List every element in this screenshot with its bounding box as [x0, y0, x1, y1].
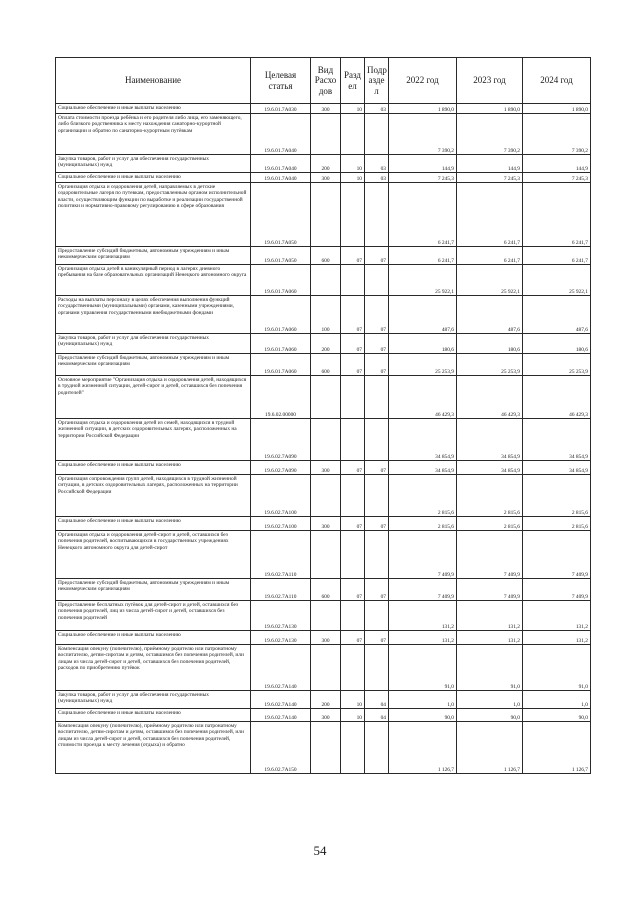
row-value-2024: 487,6	[523, 296, 591, 334]
row-expense-type	[311, 183, 341, 247]
row-section: 07	[341, 296, 365, 334]
row-value-2023: 25 922,1	[457, 265, 523, 296]
row-value-2024: 131,2	[523, 631, 591, 645]
header-target-article: Целевая статья	[251, 58, 311, 104]
row-value-2023: 90,0	[457, 709, 523, 722]
row-name: Социальное обеспечение и иные выплаты населению	[56, 173, 251, 183]
row-target-article: 19.6.02.7А130	[251, 631, 311, 645]
row-value-2022: 487,6	[389, 296, 457, 334]
row-value-2024: 1 890,0	[523, 104, 591, 114]
row-name: Основное мероприятие "Организация отдыха и оздоровления детей, находящихся в трудной жизненной ситуации, детей-сирот и детей, оставшихся без попечения родителей"	[56, 376, 251, 419]
row-name: Расходы на выплаты персоналу в целях обеспечения выполнения функций государственными (муниципальными) органами, казенными учреждениями, органами управления государственными внебюджетными фондами	[56, 296, 251, 334]
row-target-article: 19.6.01.7А040	[251, 114, 311, 155]
row-value-2022: 25 922,1	[389, 265, 457, 296]
row-value-2022: 25 253,9	[389, 354, 457, 376]
row-value-2022: 2 815,6	[389, 517, 457, 531]
row-target-article: 19.6.01.7А060	[251, 334, 311, 354]
row-expense-type: 200	[311, 155, 341, 173]
row-section: 07	[341, 334, 365, 354]
row-section: 10	[341, 691, 365, 709]
row-expense-type: 200	[311, 334, 341, 354]
row-section	[341, 183, 365, 247]
row-section	[341, 645, 365, 691]
row-expense-type	[311, 114, 341, 155]
row-target-article: 19.6.02.7А110	[251, 531, 311, 579]
row-subsection: 07	[365, 296, 389, 334]
row-target-article: 19.6.01.7А060	[251, 354, 311, 376]
row-subsection: 07	[365, 354, 389, 376]
row-value-2022: 46 429,3	[389, 376, 457, 419]
row-value-2024: 144,9	[523, 155, 591, 173]
header-section: Разд ел	[341, 58, 365, 104]
row-value-2024: 131,2	[523, 601, 591, 631]
row-target-article: 19.6.01.7А060	[251, 265, 311, 296]
row-target-article: 19.6.02.7А130	[251, 601, 311, 631]
table-row	[56, 709, 591, 722]
row-name: Организация отдыха и оздоровления детей-сирот и детей, оставшихся без попечения родителей, воспитывающихся в государственных учреждениях Ненецкого автономного округа для детей-сирот	[56, 531, 251, 579]
row-value-2024: 7 409,9	[523, 579, 591, 601]
row-value-2022: 90,0	[389, 709, 457, 722]
row-subsection	[365, 645, 389, 691]
row-value-2023: 180,6	[457, 334, 523, 354]
row-expense-type: 300	[311, 631, 341, 645]
row-expense-type	[311, 601, 341, 631]
row-expense-type	[311, 645, 341, 691]
row-subsection	[365, 265, 389, 296]
row-expense-type: 600	[311, 354, 341, 376]
row-value-2023: 6 241,7	[457, 183, 523, 247]
row-subsection: 04	[365, 691, 389, 709]
table-row	[56, 334, 591, 354]
row-value-2022: 7 390,2	[389, 114, 457, 155]
row-value-2022: 131,2	[389, 601, 457, 631]
row-target-article: 19.6.02.7А150	[251, 722, 311, 774]
row-name: Социальное обеспечение и иные выплаты населению	[56, 104, 251, 114]
header-name: Наименование	[56, 58, 251, 104]
row-subsection: 04	[365, 709, 389, 722]
header-year-2024: 2024 год	[523, 58, 591, 104]
table-row	[56, 173, 591, 183]
row-name: Организация отдыха и оздоровления детей из семей, находящихся в трудной жизненной ситуации, в детских оздоровительных лагерях, расположенных на территории Российской Федерации	[56, 419, 251, 461]
row-value-2023: 7 245,3	[457, 173, 523, 183]
row-section	[341, 114, 365, 155]
row-section: 07	[341, 247, 365, 265]
row-subsection: 07	[365, 579, 389, 601]
table-row	[56, 183, 591, 247]
row-name: Предоставление субсидий бюджетным, автономным учреждениям и иным некоммерческим организациям	[56, 354, 251, 376]
row-value-2024: 7 409,9	[523, 531, 591, 579]
row-expense-type: 600	[311, 579, 341, 601]
row-target-article: 19.6.01.7А040	[251, 155, 311, 173]
table-row	[56, 691, 591, 709]
row-value-2023: 91,0	[457, 645, 523, 691]
row-value-2022: 34 854,9	[389, 419, 457, 461]
row-section	[341, 376, 365, 419]
row-subsection	[365, 419, 389, 461]
row-subsection	[365, 601, 389, 631]
row-value-2022: 6 241,7	[389, 247, 457, 265]
row-value-2023: 6 241,7	[457, 247, 523, 265]
row-name: Оплата стоимости проезда ребёнка и его родителя либо лица, его заменяющего, либо близкого родственника к месту нахождения санаторно-курортной организации и обратно по санаторно-курортным путёвкам	[56, 114, 251, 155]
table-row	[56, 247, 591, 265]
row-section: 07	[341, 631, 365, 645]
row-section: 10	[341, 709, 365, 722]
table-row	[56, 419, 591, 461]
row-name: Предоставление бесплатных путёвок для детей-сирот и детей, оставшихся без попечения родителей, лиц из числа детей-сирот и детей, оставшихся без попечения родителей	[56, 601, 251, 631]
row-subsection: 07	[365, 247, 389, 265]
row-value-2024: 2 815,6	[523, 517, 591, 531]
budget-table	[55, 57, 591, 774]
table-row	[56, 631, 591, 645]
row-value-2024: 91,0	[523, 645, 591, 691]
row-value-2024: 25 253,9	[523, 354, 591, 376]
row-target-article: 19.6.02.7А140	[251, 709, 311, 722]
row-target-article: 19.6.02.7А110	[251, 579, 311, 601]
table-row	[56, 601, 591, 631]
table-row	[56, 461, 591, 475]
row-subsection: 07	[365, 631, 389, 645]
row-value-2022: 1 890,0	[389, 104, 457, 114]
row-value-2023: 25 253,9	[457, 354, 523, 376]
row-value-2024: 34 854,9	[523, 461, 591, 475]
header-subsection: Подр азде л	[365, 58, 389, 104]
table-row	[56, 376, 591, 419]
row-section	[341, 601, 365, 631]
row-subsection: 07	[365, 334, 389, 354]
row-section	[341, 722, 365, 774]
row-subsection	[365, 183, 389, 247]
row-subsection	[365, 722, 389, 774]
row-value-2023: 34 854,9	[457, 461, 523, 475]
row-value-2024: 1 126,7	[523, 722, 591, 774]
header-year-2023: 2023 год	[457, 58, 523, 104]
row-expense-type	[311, 475, 341, 517]
row-name: Закупка товаров, работ и услуг для обеспечения государственных (муниципальных) нужд	[56, 334, 251, 354]
row-expense-type: 300	[311, 461, 341, 475]
table-row	[56, 296, 591, 334]
row-value-2024: 180,6	[523, 334, 591, 354]
row-target-article: 19.6.02.7А100	[251, 475, 311, 517]
row-value-2022: 2 815,6	[389, 475, 457, 517]
table-row	[56, 104, 591, 114]
row-expense-type	[311, 376, 341, 419]
header-expense-type: Вид Расхо дов	[311, 58, 341, 104]
row-section	[341, 475, 365, 517]
row-name: Организация отдыха детей в каникулярный период в лагерях дневного пребывания на базе образовательных организаций Ненецкого автономного округа	[56, 265, 251, 296]
row-value-2023: 1,0	[457, 691, 523, 709]
table-header-row	[56, 58, 591, 104]
row-target-article: 19.6.01.7А050	[251, 247, 311, 265]
table-row	[56, 354, 591, 376]
row-value-2023: 7 409,9	[457, 579, 523, 601]
row-expense-type	[311, 722, 341, 774]
row-section	[341, 265, 365, 296]
row-value-2024: 7 245,3	[523, 173, 591, 183]
row-section: 07	[341, 579, 365, 601]
row-value-2022: 91,0	[389, 645, 457, 691]
table-row	[56, 722, 591, 774]
row-value-2022: 7 409,9	[389, 531, 457, 579]
row-expense-type: 300	[311, 173, 341, 183]
row-name: Социальное обеспечение и иные выплаты населению	[56, 709, 251, 722]
table-row	[56, 155, 591, 173]
page-number: 54	[313, 843, 327, 858]
row-subsection	[365, 531, 389, 579]
row-value-2022: 131,2	[389, 631, 457, 645]
row-subsection: 03	[365, 104, 389, 114]
row-value-2024: 25 922,1	[523, 265, 591, 296]
row-value-2023: 131,2	[457, 631, 523, 645]
row-value-2022: 34 854,9	[389, 461, 457, 475]
row-value-2024: 90,0	[523, 709, 591, 722]
row-name: Закупка товаров, работ и услуг для обеспечения государственных (муниципальных) нужд	[56, 155, 251, 173]
row-expense-type: 300	[311, 517, 341, 531]
row-value-2024: 46 429,3	[523, 376, 591, 419]
row-expense-type	[311, 531, 341, 579]
row-target-article: 19.6.02.7А140	[251, 645, 311, 691]
budget-table-container	[55, 57, 590, 774]
row-subsection: 07	[365, 461, 389, 475]
row-section: 07	[341, 517, 365, 531]
row-section: 10	[341, 173, 365, 183]
row-value-2023: 7 390,2	[457, 114, 523, 155]
row-value-2023: 144,9	[457, 155, 523, 173]
row-expense-type: 600	[311, 247, 341, 265]
row-name: Социальное обеспечение и иные выплаты населению	[56, 631, 251, 645]
row-section: 10	[341, 155, 365, 173]
row-value-2023: 46 429,3	[457, 376, 523, 419]
row-section: 10	[341, 104, 365, 114]
row-value-2023: 2 815,6	[457, 517, 523, 531]
row-name: Закупка товаров, работ и услуг для обеспечения государственных (муниципальных) нужд	[56, 691, 251, 709]
row-value-2022: 7 245,3	[389, 173, 457, 183]
table-body	[56, 104, 591, 774]
row-subsection: 03	[365, 173, 389, 183]
row-subsection	[365, 475, 389, 517]
row-section	[341, 531, 365, 579]
row-value-2022: 144,9	[389, 155, 457, 173]
table-row	[56, 517, 591, 531]
row-value-2023: 131,2	[457, 601, 523, 631]
row-section: 07	[341, 354, 365, 376]
row-value-2022: 1 126,7	[389, 722, 457, 774]
row-value-2024: 6 241,7	[523, 183, 591, 247]
table-row	[56, 114, 591, 155]
row-name: Компенсация опекуну (попечителю), приёмному родителю или патронатному воспитателю, детям-сиротам и детям, оставшимся без попечения родителей, или лицам из числа детей-сирот и детей, оставшихся без попечения родителей, стоимости проезда к месту лечения (отдыха) и обратно	[56, 722, 251, 774]
row-expense-type	[311, 265, 341, 296]
row-expense-type: 300	[311, 709, 341, 722]
row-name: Компенсация опекуну (попечителю), приёмному родителю или патронатному воспитателю, детям-сиротам и детям, оставшимся без попечения родителей, или лицам из числа детей-сирот и детей, оставшихся без попечения родителей, расходов по приобретению путёвок	[56, 645, 251, 691]
row-target-article: 19.6.01.7А030	[251, 104, 311, 114]
table-row	[56, 579, 591, 601]
row-name: Организация отдыха и оздоровления детей, направляемых в детские оздоровительные лагеря по путевкам, предоставленным органом исполнительной власти, осуществляющим функции по выработке и реализации государственной политики и нормативно-правовому регулированию в сфере образования	[56, 183, 251, 247]
row-value-2024: 1,0	[523, 691, 591, 709]
row-expense-type: 200	[311, 691, 341, 709]
row-target-article: 19.6.01.7А050	[251, 183, 311, 247]
row-value-2024: 2 815,6	[523, 475, 591, 517]
row-value-2024: 34 854,9	[523, 419, 591, 461]
row-value-2022: 7 409,9	[389, 579, 457, 601]
row-target-article: 19.6.01.7А040	[251, 173, 311, 183]
row-value-2024: 6 241,7	[523, 247, 591, 265]
row-target-article: 19.6.02.7А090	[251, 461, 311, 475]
header-year-2022: 2022 год	[389, 58, 457, 104]
row-subsection	[365, 114, 389, 155]
row-value-2023: 2 815,6	[457, 475, 523, 517]
row-subsection	[365, 376, 389, 419]
row-name: Предоставление субсидий бюджетным, автономным учреждениям и иным некоммерческим организациям	[56, 579, 251, 601]
row-name: Предоставление субсидий бюджетным, автономным учреждениям и иным некоммерческим организациям	[56, 247, 251, 265]
row-value-2022: 6 241,7	[389, 183, 457, 247]
row-section: 07	[341, 461, 365, 475]
row-value-2023: 34 854,9	[457, 419, 523, 461]
row-value-2023: 1 890,0	[457, 104, 523, 114]
row-target-article: 19.6.02.7А140	[251, 691, 311, 709]
table-row	[56, 645, 591, 691]
row-target-article: 19.6.01.7А060	[251, 296, 311, 334]
row-subsection: 07	[365, 517, 389, 531]
row-target-article: 19.6.02.7А100	[251, 517, 311, 531]
row-value-2022: 1,0	[389, 691, 457, 709]
table-row	[56, 265, 591, 296]
row-value-2023: 487,6	[457, 296, 523, 334]
row-target-article: 19.6.02.7А090	[251, 419, 311, 461]
row-expense-type: 300	[311, 104, 341, 114]
table-row	[56, 531, 591, 579]
row-name: Социальное обеспечение и иные выплаты населению	[56, 461, 251, 475]
row-target-article: 19.6.02.00000	[251, 376, 311, 419]
row-value-2023: 7 409,9	[457, 531, 523, 579]
row-value-2023: 1 126,7	[457, 722, 523, 774]
row-name: Социальное обеспечение и иные выплаты населению	[56, 517, 251, 531]
table-row	[56, 475, 591, 517]
row-expense-type: 100	[311, 296, 341, 334]
row-section	[341, 419, 365, 461]
row-value-2024: 7 390,2	[523, 114, 591, 155]
row-subsection: 03	[365, 155, 389, 173]
row-value-2022: 180,6	[389, 334, 457, 354]
row-expense-type	[311, 419, 341, 461]
row-name: Организация сопровождения групп детей, находящихся в трудной жизненной ситуации, в детских оздоровительных лагерях, расположенных на территории Российской Федерации	[56, 475, 251, 517]
